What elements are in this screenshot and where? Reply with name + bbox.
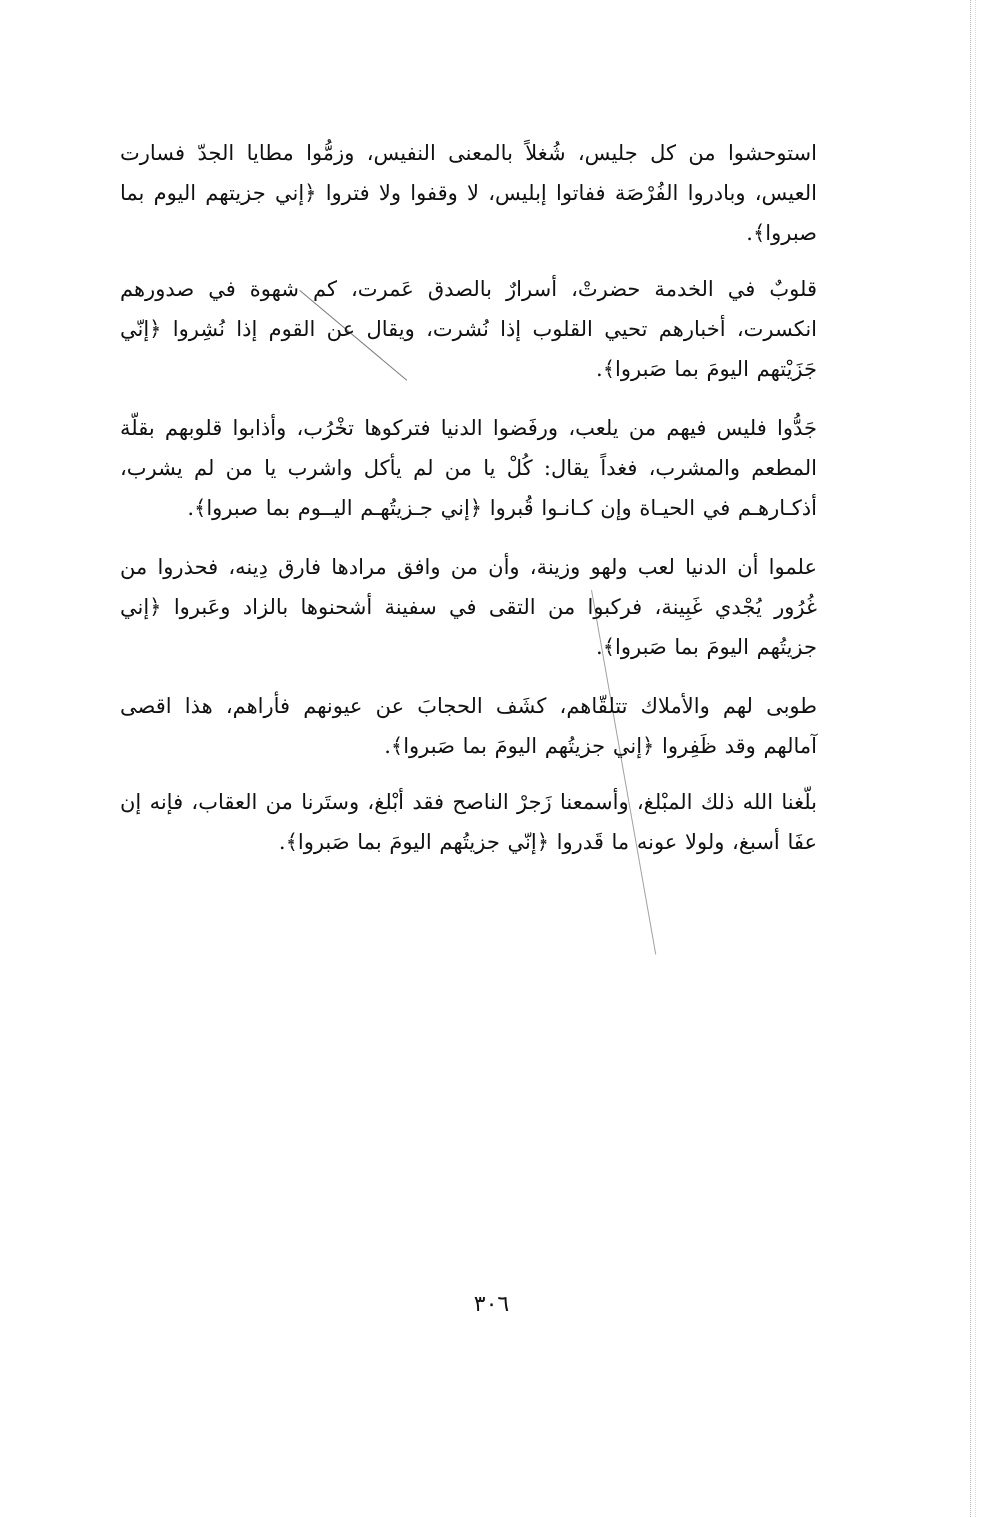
page-edge-line-secondary (975, 0, 976, 1517)
paragraph-6: بلّغنا الله ذلك المبْلغ، وأسمعنا زَجرْ الناصح فقد أبْلغ، وستَرنا من العقاب، فإنه إن عفَا أسبغ، ولولا عونه ما قَدروا ﴿إنّي جزيتُهم اليومَ بما صَبروا﴾. (120, 790, 817, 854)
page-number: ٣٠٦ (473, 1292, 510, 1317)
page-edge-line (970, 0, 971, 1517)
paragraph-4: علموا أن الدنيا لعب ولهو وزينة، وأن من وافق مرادها فارق دِينه، فحذروا من غُرُور يُجْدي غَبِينة، فركبوا من التقى في سفينة أشحنوها بالزاد وعَبروا ﴿إني جزيتُهم اليومَ بما صَبروا﴾. (120, 555, 817, 659)
paragraph-3: جَدُّوا فليس فيهم من يلعب، ورفَضوا الدنيا فتركوها تخْرُب، وأذابوا قلوبهم بقلّة المطعم والمشرب، فغداً يقال: كُلْ يا من لم يأكل واشرب يا من لم يشرب، أذكـارهـم في الحيـاة وإن كـانـوا قُبروا ﴿إني جـزيتُهـم اليــوم بما صبروا﴾. (120, 416, 817, 520)
paragraph-1: استوحشوا من كل جليس، شُغلاً بالمعنى النفيس، وزمُّوا مطايا الجدّ فسارت العيس، وبادروا الفُرْصَة ففاتوا إبليس، لا وقفوا ولا فتروا ﴿إني جزيتهم اليوم بما صبروا﴾. (120, 141, 817, 245)
body-text (120, 133, 817, 862)
paragraph-2: قلوبٌ في الخدمة حضرتْ، أسرارٌ بالصدق عَمرت، كم شهوة في صدورهم انكسرت، أخبارهم تحيي القلوب إذا نُشرت، ويقال عن القوم إذا نُشِروا ﴿إنّي جَزَيْتهم اليومَ بما صَبروا﴾. (120, 277, 817, 381)
paragraph-5: طوبى لهم والأملاك تتلقّاهم، كشَف الحجابَ عن عيونهم فأراهم، هذا اقصى آمالهم وقد ظَفِروا ﴿إني جزيتُهم اليومَ بما صَبروا﴾. (120, 694, 817, 758)
